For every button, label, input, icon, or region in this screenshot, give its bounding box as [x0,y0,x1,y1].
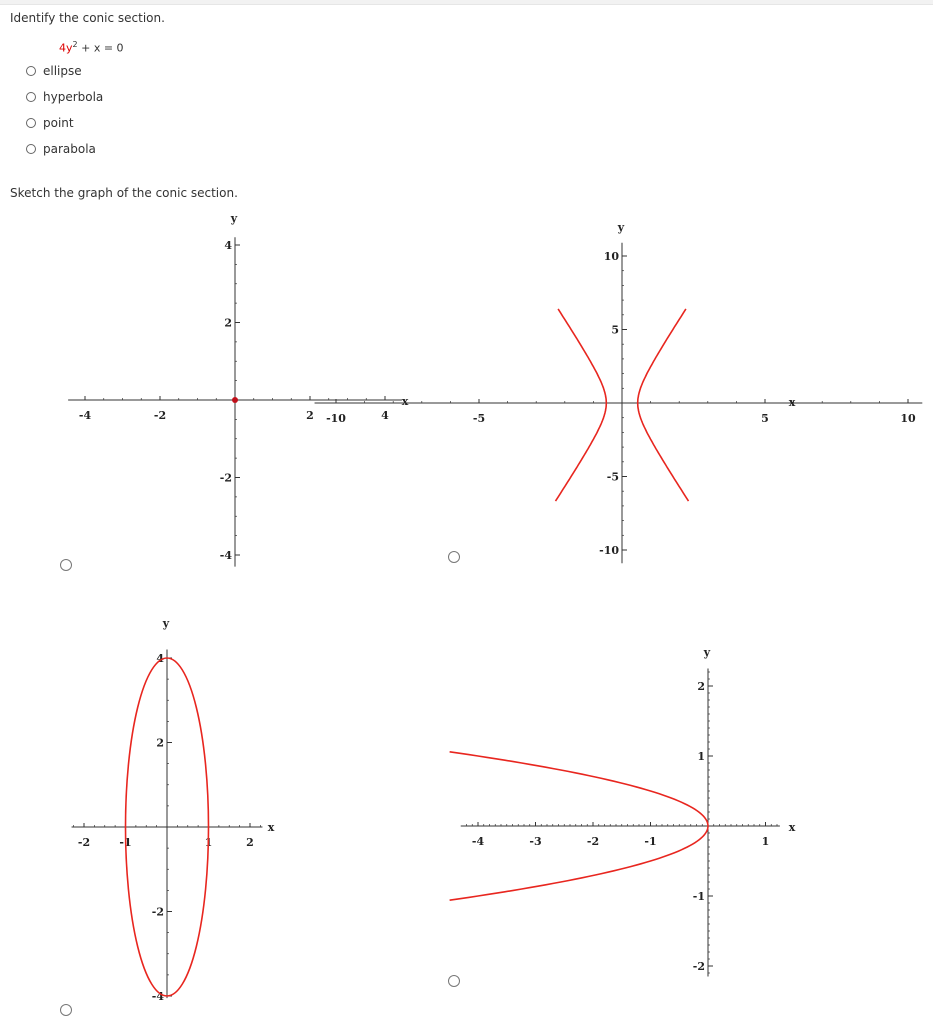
graph-option-radio-parabola[interactable] [448,975,460,987]
x-tick-label: -2 [586,835,600,848]
graph-g4 [461,646,796,977]
graph-option-radio-point[interactable] [60,559,72,571]
x-tick-label: 10 [900,412,916,425]
x-tick-label: -5 [472,412,486,425]
y-tick-label: -1 [692,890,705,903]
y-tick-label: 4 [156,652,164,665]
origin-point [232,397,238,403]
x-tick-label: -10 [326,412,346,425]
x-tick-label: -4 [78,409,92,422]
equation-rest: + x = 0 [77,41,124,55]
x-tick-label: 2 [246,836,254,849]
y-tick-label: 5 [611,323,619,337]
sketch-prompt: Sketch the graph of the conic section. [10,186,238,200]
y-tick-label: 2 [697,680,705,693]
x-axis-label: x [788,821,796,834]
y-tick-label: -10 [599,544,619,557]
option-label: point [43,116,74,130]
x-axis-label: x [788,396,796,409]
y-tick-label: 2 [156,736,164,750]
x-tick-label: 1 [204,836,213,849]
x-tick-label: -2 [77,836,91,849]
option-label: parabola [43,142,96,156]
x-tick-label: 4 [381,409,389,422]
x-tick-label: 2 [306,409,314,422]
y-tick-label: 10 [603,250,619,263]
equation-term: 4y [59,41,73,55]
graph-g1 [68,212,409,567]
hyperbola-branch [638,309,689,501]
y-tick-label: 4 [224,239,232,252]
y-axis-label: y [162,617,170,630]
hyperbola-branch [556,309,607,501]
x-tick-label: 1 [761,835,770,848]
x-tick-label: -4 [471,835,485,848]
y-tick-label: -2 [692,960,705,973]
x-axis-label: x [401,395,409,408]
x-axis-label: x [267,821,275,834]
y-tick-label: -4 [151,990,164,1003]
equation-exponent: 2 [72,40,78,49]
y-tick-label: -4 [219,549,232,562]
x-tick-label: 5 [761,412,769,425]
x-tick-label: -1 [119,836,132,849]
option-label: ellipse [43,64,82,78]
question-prompt: Identify the conic section. [10,11,165,25]
y-tick-label: -2 [151,905,164,919]
y-tick-label: -2 [219,471,232,485]
y-axis-label: y [230,212,238,225]
option-label: hyperbola [43,90,104,104]
graph-g2 [315,221,923,563]
graph-option-radio-hyperbola[interactable] [448,551,460,563]
y-axis-label: y [703,646,711,659]
y-tick-label: 1 [697,750,705,763]
y-tick-label: -5 [606,470,619,484]
x-tick-label: -1 [644,835,657,848]
x-tick-label: -2 [153,409,167,422]
graph-option-radio-ellipse[interactable] [60,1004,72,1016]
x-tick-label: -3 [529,835,542,848]
graph-g3 [72,617,275,1003]
y-tick-label: 2 [224,316,232,330]
y-axis-label: y [617,221,625,234]
